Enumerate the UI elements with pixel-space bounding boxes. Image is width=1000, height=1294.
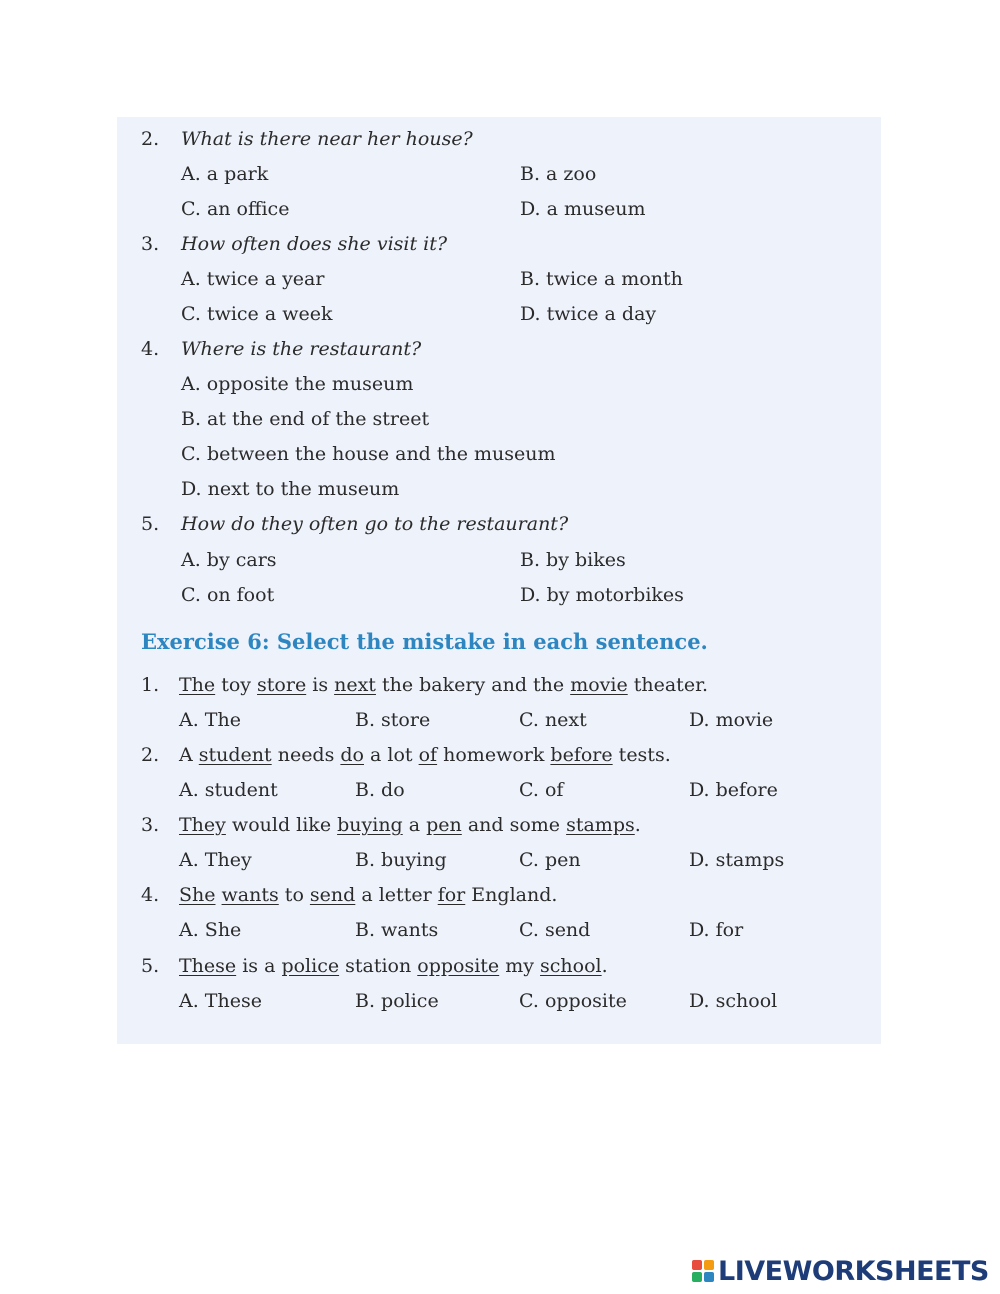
question-number: 5.	[141, 955, 160, 977]
question-number: 5.	[141, 513, 160, 535]
sentence-text: my	[499, 955, 541, 977]
option-c[interactable]: C. next	[519, 709, 587, 731]
liveworksheets-logo-icon	[692, 1260, 714, 1282]
underlined-word: for	[437, 884, 466, 906]
sentence-text: A	[179, 744, 199, 766]
option-c[interactable]: C. pen	[519, 849, 581, 871]
sentence-text: tests.	[612, 744, 671, 766]
underlined-word: She	[179, 884, 216, 906]
option-a[interactable]: A. student	[179, 779, 278, 801]
logo-tile	[692, 1272, 702, 1282]
sentence-text: a letter	[355, 884, 438, 906]
sentence-text: needs	[271, 744, 341, 766]
underlined-word: wants	[221, 884, 279, 906]
underlined-word: movie	[570, 674, 628, 696]
sentence-text: homework	[437, 744, 551, 766]
underlined-word: before	[550, 744, 613, 766]
sentence-text: the bakery and the	[375, 674, 571, 696]
underlined-word: They	[179, 814, 226, 836]
exercise-title: Exercise 6: Select the mistake in each sentence.	[141, 629, 708, 654]
underlined-word: buying	[337, 814, 403, 836]
option-b[interactable]: B. wants	[355, 919, 439, 941]
question-number: 2.	[141, 744, 160, 766]
sentence-text: theater.	[627, 674, 709, 696]
sentence-text: to	[278, 884, 310, 906]
question-number: 4.	[141, 884, 160, 906]
option-c[interactable]: C. on foot	[181, 584, 275, 606]
question-number: 1.	[141, 674, 160, 696]
question-text: What is there near her house?	[181, 128, 473, 150]
sentence-text: is	[306, 674, 335, 696]
underlined-word: send	[309, 884, 356, 906]
sentence-text: toy	[215, 674, 258, 696]
logo-tile	[692, 1260, 702, 1270]
underlined-word: The	[179, 674, 216, 696]
sentence	[179, 743, 671, 767]
sentence-text: and some	[461, 814, 567, 836]
logo-tile	[704, 1272, 714, 1282]
sentence-text: would like	[225, 814, 338, 836]
option-a[interactable]: A. She	[179, 919, 242, 941]
option-b[interactable]: B. by bikes	[520, 549, 626, 571]
option-d[interactable]: D. before	[689, 779, 778, 801]
underlined-word: do	[340, 744, 364, 766]
underlined-word: stamps	[566, 814, 635, 836]
sentence-text: .	[601, 955, 608, 977]
underlined-word: police	[281, 955, 340, 977]
logo-tile	[704, 1260, 714, 1270]
option-b[interactable]: B. a zoo	[520, 163, 597, 185]
question-text: Where is the restaurant?	[181, 338, 422, 360]
option-a[interactable]: A. a park	[181, 163, 269, 185]
option-a[interactable]: A. The	[179, 709, 241, 731]
sentence-text: .	[634, 814, 641, 836]
option-c[interactable]: C. an office	[181, 198, 290, 220]
sentence-text: England.	[465, 884, 558, 906]
option-d[interactable]: D. school	[689, 990, 778, 1012]
option-c[interactable]: C. between the house and the museum	[181, 443, 556, 465]
logo-text: LIVEWORKSHEETS	[718, 1255, 989, 1287]
option-a[interactable]: A. opposite the museum	[181, 373, 414, 395]
sentence-text: a	[402, 814, 427, 836]
option-b[interactable]: B. buying	[355, 849, 447, 871]
sentence	[179, 813, 641, 837]
option-b[interactable]: B. police	[355, 990, 439, 1012]
underlined-word: These	[179, 955, 237, 977]
underlined-word: pen	[426, 814, 462, 836]
option-c[interactable]: C. send	[519, 919, 591, 941]
question-number: 2.	[141, 128, 160, 150]
underlined-word: school	[540, 955, 602, 977]
underlined-word: of	[418, 744, 438, 766]
sentence-text: a lot	[364, 744, 419, 766]
option-c[interactable]: C. of	[519, 779, 564, 801]
question-number: 3.	[141, 233, 160, 255]
underlined-word: student	[198, 744, 272, 766]
sentence	[179, 883, 557, 907]
sentence	[179, 954, 608, 978]
option-b[interactable]: B. do	[355, 779, 405, 801]
option-a[interactable]: A. These	[179, 990, 262, 1012]
option-b[interactable]: B. at the end of the street	[181, 408, 430, 430]
option-c[interactable]: C. opposite	[519, 990, 627, 1012]
sentence-text: station	[339, 955, 418, 977]
underlined-word: next	[334, 674, 376, 696]
underlined-word: opposite	[417, 955, 500, 977]
option-b[interactable]: B. twice a month	[520, 268, 683, 290]
option-d[interactable]: D. for	[689, 919, 744, 941]
option-d[interactable]: D. twice a day	[520, 303, 657, 325]
option-c[interactable]: C. twice a week	[181, 303, 333, 325]
question-number: 3.	[141, 814, 160, 836]
liveworksheets-logo[interactable]	[692, 1257, 989, 1285]
option-a[interactable]: A. They	[179, 849, 252, 871]
option-a[interactable]: A. twice a year	[181, 268, 325, 290]
option-b[interactable]: B. store	[355, 709, 431, 731]
question-number: 4.	[141, 338, 160, 360]
sentence-text: is a	[236, 955, 282, 977]
question-text: How do they often go to the restaurant?	[181, 513, 569, 535]
option-d[interactable]: D. stamps	[689, 849, 785, 871]
sentence	[179, 673, 708, 697]
option-d[interactable]: D. a museum	[520, 198, 646, 220]
option-d[interactable]: D. movie	[689, 709, 774, 731]
option-d[interactable]: D. next to the museum	[181, 478, 400, 500]
option-a[interactable]: A. by cars	[181, 549, 277, 571]
option-d[interactable]: D. by motorbikes	[520, 584, 684, 606]
question-text: How often does she visit it?	[181, 233, 448, 255]
underlined-word: store	[257, 674, 307, 696]
